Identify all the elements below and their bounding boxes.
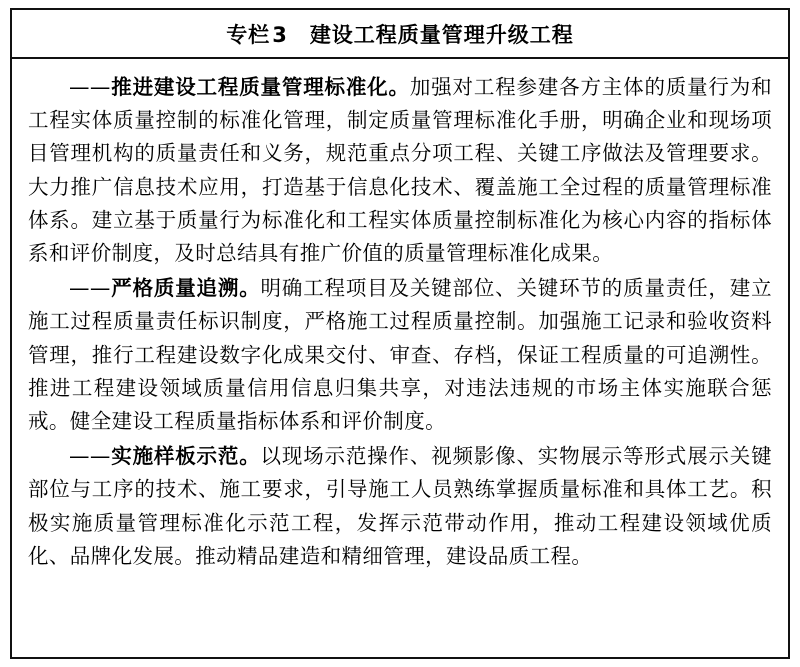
paragraph-3 — [28, 440, 772, 573]
paragraph-1-heading: 推进建设工程质量管理标准化。 — [110, 75, 410, 99]
callout-box-title — [12, 10, 788, 59]
box-title-prefix: 专栏 — [226, 23, 271, 47]
callout-box — [10, 8, 790, 659]
callout-box-body — [12, 59, 788, 585]
paragraph-3-text: 以现场示范操作、视频影像、实物展示等形式展示关键部位与工序的技术、施工要求，引导施工人员熟练掌握质量标准和具体工艺。积极实施质量管理标准化示范工程，发挥示范带动作用，推动工程建设领域优质化、品牌化发展。推动精品建造和精细管理，建设品质工程。 — [28, 444, 772, 568]
paragraph-1-text: 加强对工程参建各方主体的质量行为和工程实体质量控制的标准化管理，制定质量管理标准化手册，明确企业和现场项目管理机构的质量责任和义务，规范重点分项工程、关键工序做法及管理要求。大力推广信息技术应用，打造基于信息化技术、覆盖施工全过程的质量管理标准体系。建立基于质量行为标准化和工程实体质量控制标准化为核心内容的指标体系和评价制度，及时总结具有推广价值的质量管理标准化成果。 — [28, 75, 772, 266]
paragraph-3-dash: —— — [69, 444, 111, 469]
paragraph-2 — [28, 272, 772, 438]
paragraph-3-heading: 实施样板示范。 — [110, 444, 261, 469]
paragraph-2-dash: —— — [69, 276, 111, 301]
box-title-text: 建设工程质量管理升级工程 — [309, 23, 574, 47]
paragraph-1 — [28, 71, 772, 270]
paragraph-2-heading: 严格质量追溯。 — [110, 276, 261, 301]
paragraph-1-dash: —— — [69, 75, 111, 99]
box-title-number: 3 — [272, 23, 288, 47]
paragraph-2-text: 明确工程项目及关键部位、关键环节的质量责任，建立施工过程质量责任标识制度，严格施工过程质量控制。加强施工记录和验收资料管理，推行工程建设数字化成果交付、审查、存档，保证工程质量的可追溯性。推进工程建设领域质量信用信息归集共享，对违法违规的市场主体实施联合惩戒。健全建设工程质量指标体系和评价制度。 — [28, 276, 772, 434]
